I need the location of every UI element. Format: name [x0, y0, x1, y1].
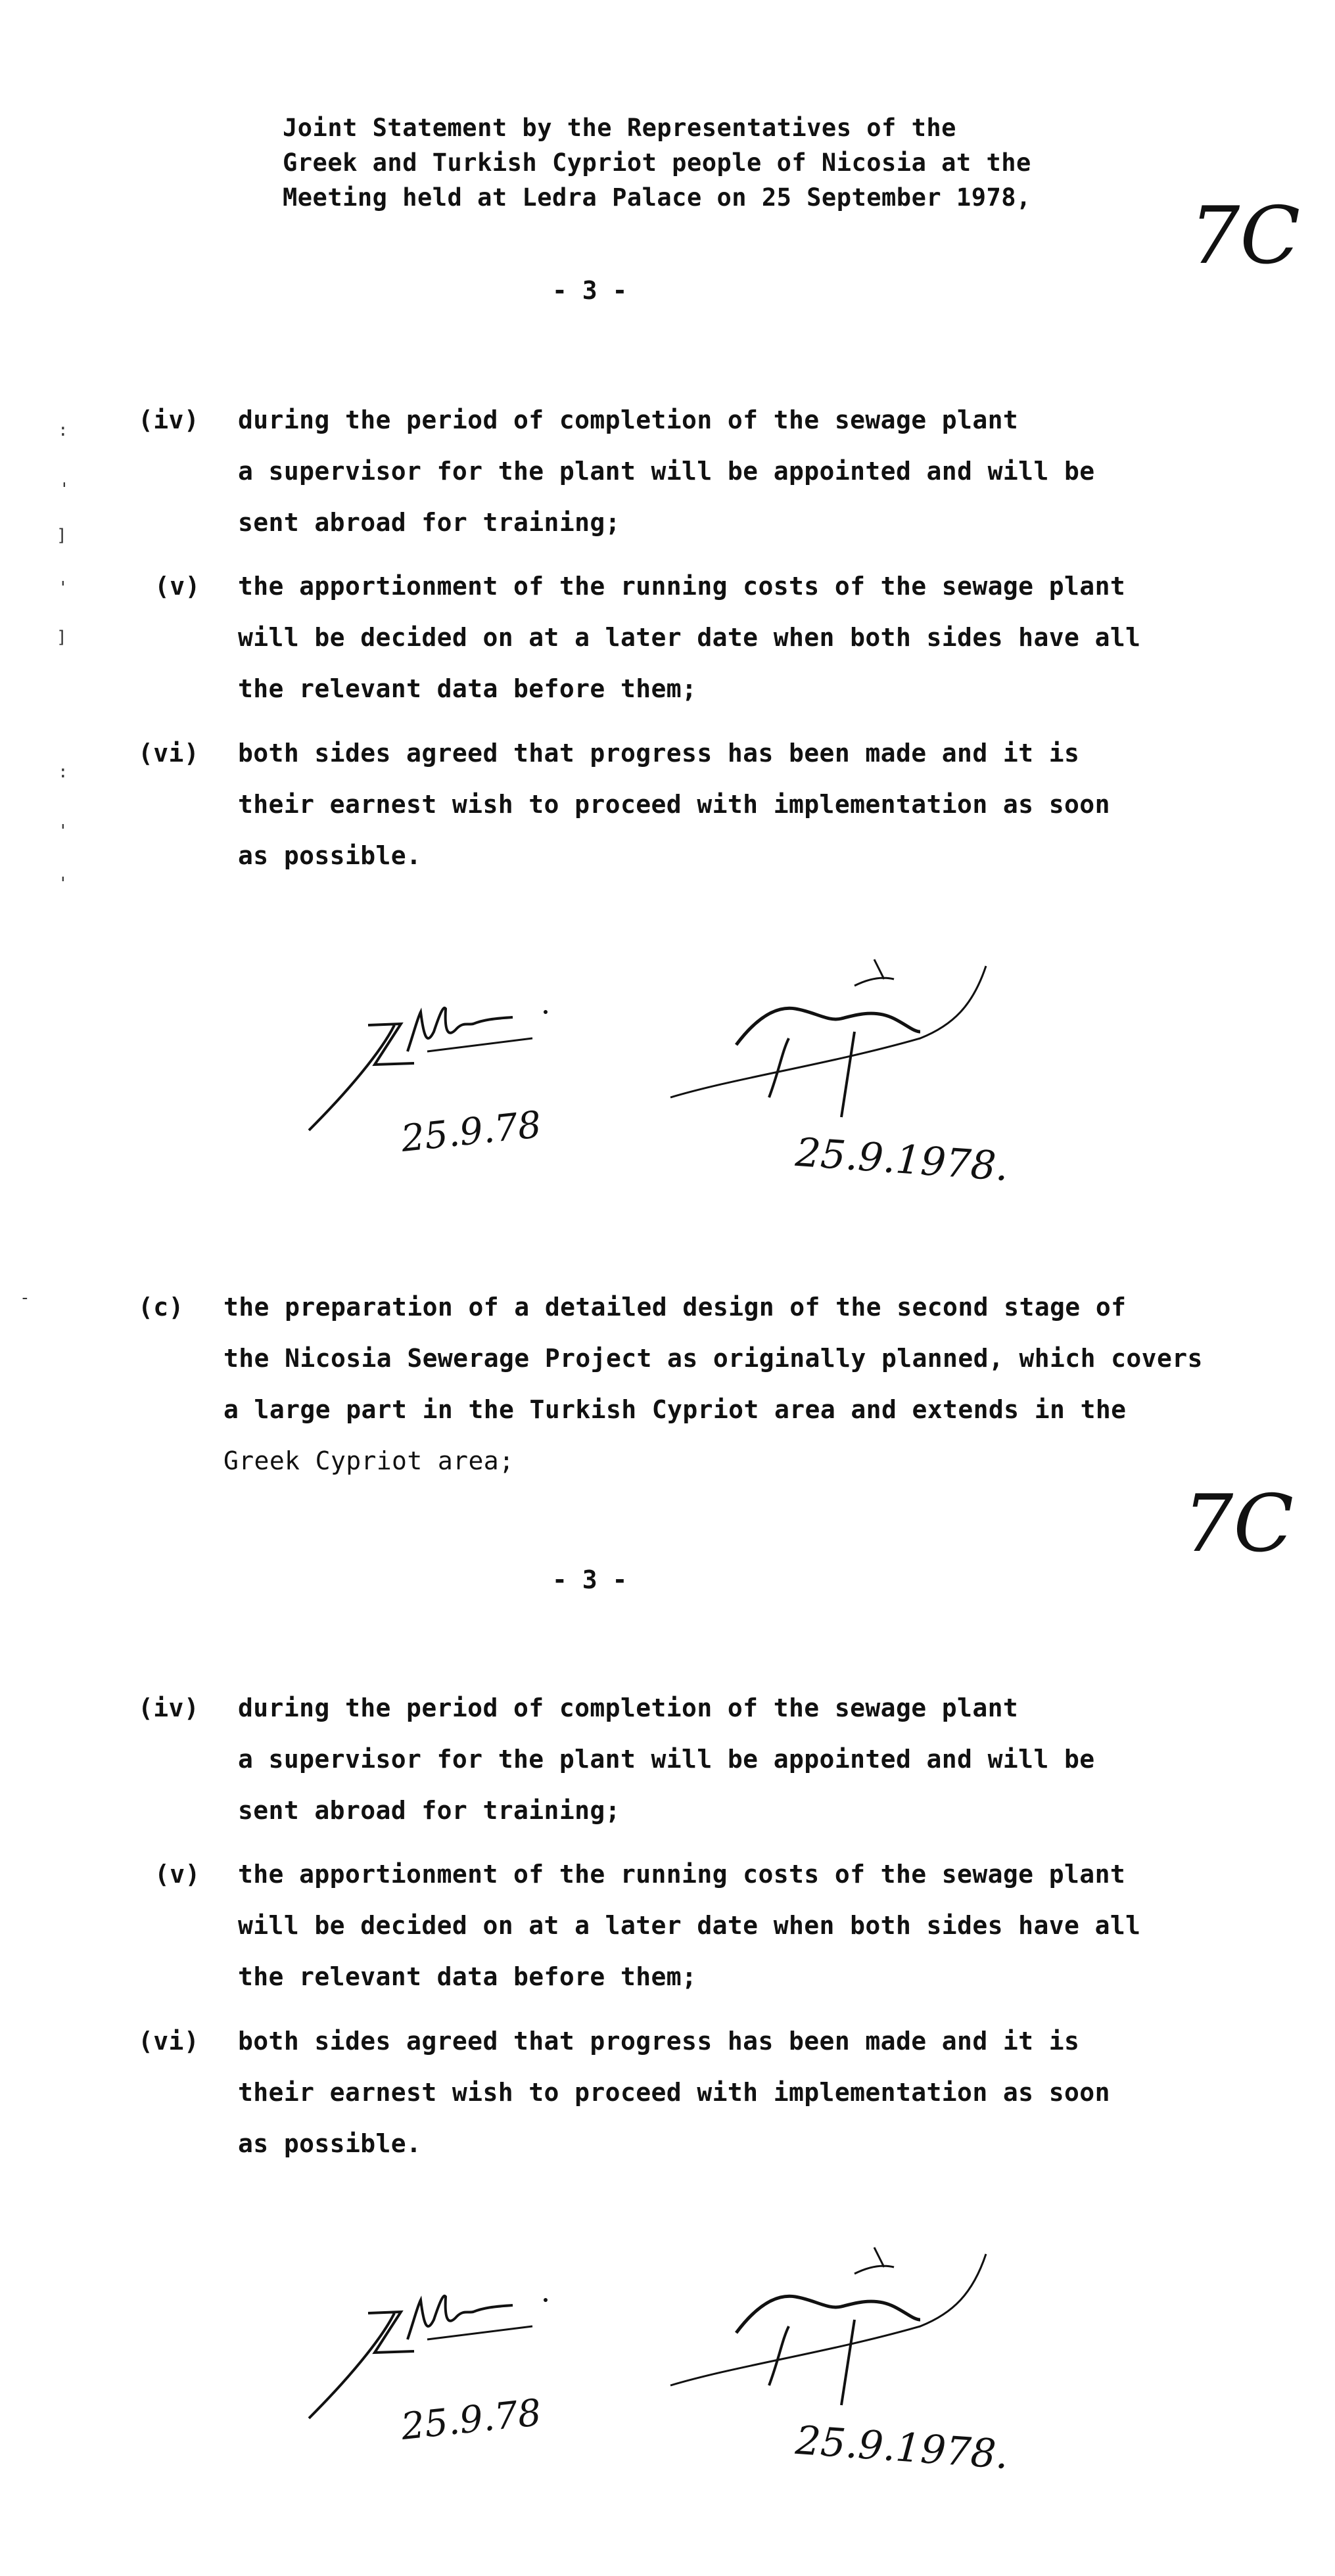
- item-line: a supervisor for the plant will be appointed and will be: [238, 457, 1095, 486]
- margin-mark: ': [59, 480, 70, 499]
- item-line: their earnest wish to proceed with implementation as soon: [238, 2078, 1110, 2107]
- signature-right-date-bottom: 25.9.1978.: [793, 2417, 1010, 2479]
- page-number-top: - 3 -: [552, 276, 628, 305]
- signature-left-date-bottom: 25.9.78: [399, 2391, 544, 2449]
- item-text: [238, 727, 1110, 881]
- item-line: a large part in the Turkish Cypriot area and extends in the: [223, 1395, 1127, 1424]
- item-line: the Nicosia Sewerage Project as originally planned, which covers: [223, 1344, 1203, 1373]
- statement-header: [283, 110, 1031, 215]
- header-line-3: Meeting held at Ledra Palace on 25 September 1978,: [283, 183, 1031, 212]
- signature-right-top: [657, 946, 1025, 1143]
- corner-mark-top: 7C: [1190, 191, 1301, 282]
- item-line: their earnest wish to proceed with implementation as soon: [238, 790, 1110, 819]
- item-number: (c): [138, 1293, 184, 1322]
- item-line: the apportionment of the running costs of the sewage plant: [238, 572, 1126, 601]
- item-line: the preparation of a detailed design of the second stage of: [223, 1293, 1127, 1322]
- item-text: [223, 1281, 1203, 1486]
- signature-right-date-top: 25.9.1978.: [793, 1129, 1010, 1191]
- item-text: [238, 1849, 1140, 2002]
- item-line: both sides agreed that progress has been made and it is: [238, 2027, 1080, 2056]
- item-line: both sides agreed that progress has been made and it is: [238, 739, 1080, 768]
- item-line: the relevant data before them;: [238, 674, 697, 703]
- item-line: will be decided on at a later date when both sides have all: [238, 623, 1141, 652]
- item-number: (v): [154, 1860, 200, 1889]
- item-line: during the period of completion of the sewage plant: [238, 405, 1019, 434]
- item-line: as possible.: [238, 841, 422, 870]
- margin-mark: ]: [57, 628, 67, 647]
- item-line: Greek Cypriot area;: [223, 1446, 515, 1475]
- item-number: (v): [154, 572, 200, 601]
- item-number: (vi): [138, 739, 200, 768]
- item-text: [238, 394, 1095, 548]
- margin-mark: ': [58, 874, 68, 894]
- margin-mark: :: [58, 421, 68, 440]
- margin-mark: :: [58, 762, 68, 782]
- item-text: [238, 2015, 1110, 2169]
- header-line-2: Greek and Turkish Cypriot people of Nicosia at the: [283, 149, 1031, 177]
- item-line: will be decided on at a later date when both sides have all: [238, 1911, 1141, 1940]
- margin-mark: ]: [57, 526, 67, 545]
- item-text: [238, 1682, 1095, 1836]
- signature-left-date-top: 25.9.78: [399, 1103, 544, 1161]
- item-line: sent abroad for training;: [238, 508, 621, 537]
- item-line: as possible.: [238, 2129, 422, 2158]
- item-line: the relevant data before them;: [238, 1962, 697, 1991]
- item-line: a supervisor for the plant will be appointed and will be: [238, 1745, 1095, 1774]
- item-text: [238, 561, 1140, 714]
- header-line-1: Joint Statement by the Representatives of the: [283, 114, 956, 142]
- item-line: sent abroad for training;: [238, 1796, 621, 1825]
- margin-mark: -: [20, 1288, 30, 1308]
- margin-mark: ': [58, 578, 68, 598]
- item-line: the apportionment of the running costs of the sewage plant: [238, 1860, 1126, 1889]
- margin-mark: ': [58, 821, 68, 841]
- item-number: (iv): [138, 1693, 200, 1722]
- item-line: during the period of completion of the sewage plant: [238, 1693, 1019, 1722]
- page-number-bottom: - 3 -: [552, 1565, 628, 1594]
- item-number: (iv): [138, 405, 200, 434]
- corner-mark-bottom: 7C: [1183, 1479, 1294, 1570]
- item-number: (vi): [138, 2027, 200, 2056]
- signature-right-bottom: [657, 2234, 1025, 2431]
